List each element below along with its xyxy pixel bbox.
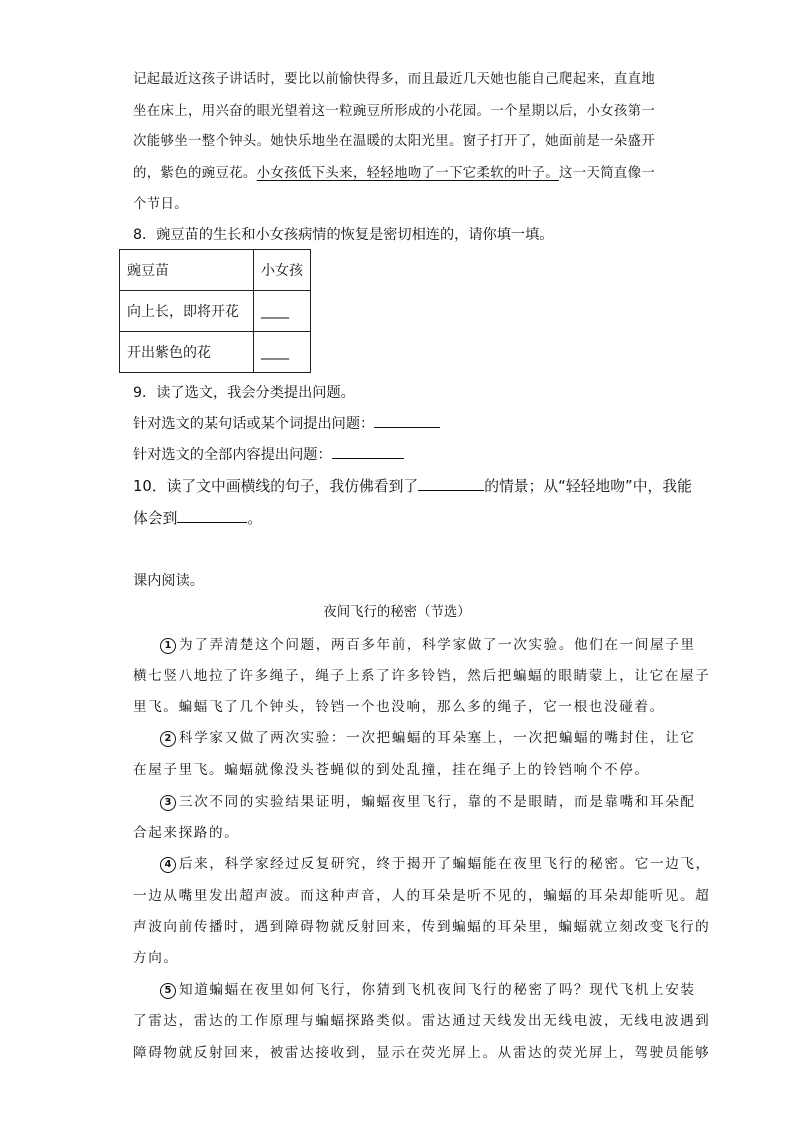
question-9a-label: 针对选文的某句话或某个词提出问题： <box>133 416 375 432</box>
article-line-text: 了雷达，雷达的工作原理与蝙蝠探路类似。雷达通过天线发出无线电波，无线电波遇到 <box>133 1013 711 1029</box>
answer-blank[interactable]: ____ <box>254 332 311 373</box>
answer-blank[interactable] <box>332 444 404 459</box>
question-10-line-1 <box>133 475 692 496</box>
paragraph-number: 1 <box>160 638 176 654</box>
table-cell: 向上长，即将开花 <box>120 291 254 332</box>
article-line <box>133 821 239 841</box>
article-line <box>133 758 650 778</box>
article-line <box>160 790 696 811</box>
article-line <box>133 946 179 966</box>
paragraph-number: 3 <box>160 795 176 811</box>
answer-blank[interactable] <box>177 508 247 523</box>
question-10-line-2 <box>133 507 262 528</box>
article-line <box>133 884 710 904</box>
question-10-text-2: 的情景；从“轻轻地吻”中，我能 <box>484 478 692 495</box>
passage1-line-2: 坐在床上，用兴奋的眼光望着这一粒豌豆所形成的小花园。一个星期以后，小女孩第一 <box>133 104 656 119</box>
answer-blank[interactable] <box>374 413 440 428</box>
article-title: 夜间飞行的秘密（节选） <box>323 605 471 620</box>
article-line <box>133 1041 710 1061</box>
article-line <box>160 633 696 654</box>
question-9-prompt: 9．读了选文，我会分类提出问题。 <box>133 385 355 401</box>
article-line <box>160 726 696 747</box>
question-10-text-3: 体会到 <box>133 510 178 527</box>
paragraph-number: 5 <box>160 983 176 999</box>
table-header-little-girl: 小女孩 <box>254 250 311 291</box>
passage1-line-4 <box>133 162 655 181</box>
table-header-pea-sprout: 豌豆苗 <box>120 250 254 291</box>
article-line-text: 后来，科学家经过反复研究，终于揭开了蝙蝠能在夜里飞行的秘密。它一边飞， <box>179 856 711 872</box>
article-line <box>133 664 710 684</box>
question-10-text-1: 10．读了文中画横线的句子，我仿佛看到了 <box>133 478 419 495</box>
article-line-text: 合起来探路的。 <box>133 825 240 841</box>
article-line-text: 科学家又做了两次实验：一次把蝙蝠的耳朵塞上，一次把蝙蝠的嘴封住，让它 <box>179 730 696 746</box>
table-row <box>120 332 311 373</box>
passage1-line-3: 次能够坐一整个钟头。她快乐地坐在温暖的太阳光里。窗子打开了，她面前是一朵盛开 <box>133 134 656 149</box>
table-row <box>120 291 311 332</box>
article-line-text: 为了弄清楚这个问题，两百多年前，科学家做了一次实验。他们在一间屋子里 <box>179 637 696 653</box>
question-9b <box>133 444 404 464</box>
question-9a <box>133 413 440 433</box>
passage1-line-4-end: 这一天简直像一 <box>558 166 656 181</box>
article-line-text: 三次不同的实验结果证明，蝙蝠夜里飞行，靠的不是眼睛，而是靠嘴和耳朵配 <box>179 794 696 810</box>
article-line-text: 里飞。蝙蝠飞了几个钟头，铃铛一个也没响，那么多的绳子，它一根也没碰着。 <box>133 699 665 715</box>
passage1-line-1: 记起最近这孩子讲话时，要比以前愉快得多，而且最近几天她也能自己爬起来，直直地 <box>133 72 656 87</box>
question-8-prompt: 8．豌豆苗的生长和小女孩病情的恢复是密切相连的，请你填一填。 <box>133 227 554 243</box>
answer-blank[interactable] <box>418 476 484 491</box>
article-line <box>160 978 696 999</box>
passage1-line-5: 个节日。 <box>133 197 188 212</box>
article-line-text: 方向。 <box>133 950 179 966</box>
q8-table <box>119 249 311 373</box>
article-line-text: 在屋子里飞。蝙蝠就像没头苍蝇似的到处乱撞，挂在绳子上的铃铛响个不停。 <box>133 762 650 778</box>
article-line-text: 声波向前传播时，遇到障碍物就反射回来，传到蝙蝠的耳朵里，蝙蝠就立刻改变飞行的 <box>133 919 711 935</box>
underlined-sentence: 小女孩低下头来，轻轻地吻了一下它柔软的叶子。 <box>256 166 559 181</box>
passage1-line-4-start: 的，紫色的豌豆花。 <box>133 166 257 181</box>
section-heading: 课内阅读。 <box>133 573 204 589</box>
paragraph-number: 2 <box>160 731 176 747</box>
article-line-text: 知道蝙蝠在夜里如何飞行，你猜到飞机夜间飞行的秘密了吗？现代飞机上安装 <box>179 982 696 998</box>
table-row <box>120 250 311 291</box>
article-line-text: 障碍物就反射回来，被雷达接收到，显示在荧光屏上。从雷达的荧光屏上，驾驶员能够 <box>133 1045 711 1061</box>
paragraph-number: 4 <box>160 857 176 873</box>
question-10-text-4: 。 <box>247 510 263 527</box>
table-cell: 开出紫色的花 <box>120 332 254 373</box>
article-line <box>133 695 665 715</box>
article-line-text: 一边从嘴里发出超声波。而这种声音，人的耳朵是听不见的，蝙蝠的耳朵却能听见。超 <box>133 888 711 904</box>
article-line <box>133 1009 710 1029</box>
article-line <box>160 852 711 873</box>
article-line-text: 横七竖八地拉了许多绳子，绳子上系了许多铃铛，然后把蝙蝠的眼睛蒙上，让它在屋子 <box>133 668 711 684</box>
article-line <box>133 915 710 935</box>
question-9b-label: 针对选文的全部内容提出问题： <box>133 447 332 463</box>
answer-blank[interactable]: ____ <box>254 291 311 332</box>
